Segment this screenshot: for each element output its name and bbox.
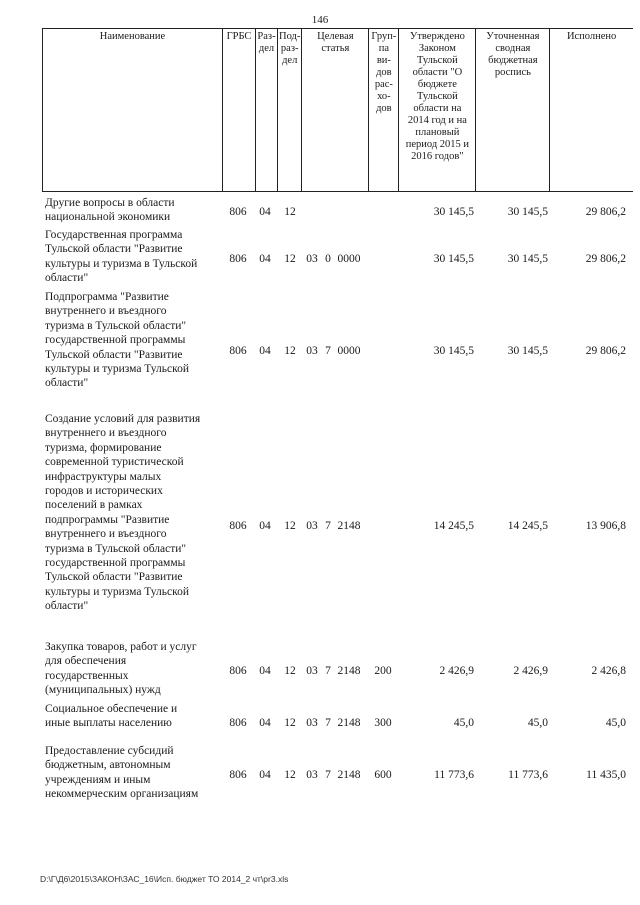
budget-table-body: [42, 196, 632, 806]
utverzhdeno-value: 45,0: [453, 716, 474, 729]
celevaya-statya-program: 03: [306, 519, 318, 532]
celevaya-statya-program: 03: [306, 768, 318, 781]
razdel-cell: 04: [259, 205, 271, 218]
celevaya-statya-program: 03: [306, 664, 318, 677]
podrazdel-cell: 12: [284, 768, 296, 781]
row-name: Подпрограмма "Развитие внутреннего и въездного туризма в Тульской области" государственной программы Тульской области "Развитие культуры и туризма Тульской области": [45, 291, 189, 390]
podrazdel-cell: 12: [284, 252, 296, 265]
podrazdel-cell: 12: [284, 205, 296, 218]
celevaya-statya-code: 2148: [337, 664, 361, 677]
grbs-cell: 806: [229, 716, 247, 729]
header-grbs: ГРБС: [223, 29, 256, 192]
header-utverzhdeno: Утверждено Законом Тульской области "О бюджете Тульской области на 2014 год и на плановый период 2015 и 2016 годов": [399, 29, 476, 192]
row-name: Государственная программа Тульской области "Развитие культуры и туризма в Тульской области": [45, 229, 198, 285]
ispolneno-value: 29 806,2: [585, 344, 626, 357]
table-row: [42, 228, 632, 290]
header-utochnennaya-rospis: Уточненная сводная бюджетная роспись: [476, 29, 550, 192]
utochnennaya-value: 30 145,5: [507, 252, 548, 265]
celevaya-statya-code: 0000: [337, 344, 361, 357]
grbs-cell: 806: [229, 664, 247, 677]
table-row: [42, 412, 632, 640]
ispolneno-value: 29 806,2: [585, 252, 626, 265]
celevaya-statya-code: 0000: [337, 252, 361, 265]
celevaya-statya-subprogram: 7: [325, 519, 331, 532]
footer-file-path: D:\Г\Д6\2015\ЗАКОН\ЗАС_16\Исп. бюджет ТО 2014_2 чт\pr3.xls: [40, 874, 289, 884]
table-row: [42, 640, 632, 702]
podrazdel-cell: 12: [284, 664, 296, 677]
utverzhdeno-value: 30 145,5: [433, 205, 474, 218]
header-ispolneno: Исполнено: [550, 29, 633, 192]
table-row: [42, 744, 632, 806]
razdel-cell: 04: [259, 664, 271, 677]
ispolneno-value: 2 426,8: [591, 664, 626, 677]
grbs-cell: 806: [229, 205, 247, 218]
budget-table-header: [42, 28, 633, 192]
razdel-cell: 04: [259, 519, 271, 532]
razdel-cell: 04: [259, 768, 271, 781]
grbs-cell: 806: [229, 768, 247, 781]
header-razdel: Раз- дел: [256, 29, 278, 192]
utochnennaya-value: 30 145,5: [507, 344, 548, 357]
ispolneno-value: 11 435,0: [586, 768, 626, 781]
ispolneno-value: 45,0: [605, 716, 626, 729]
celevaya-statya-code: 2148: [337, 519, 361, 532]
celevaya-statya-code: 2148: [337, 768, 361, 781]
utochnennaya-value: 14 245,5: [507, 519, 548, 532]
header-podrazdel: Под- раз- дел: [278, 29, 302, 192]
table-row: [42, 290, 632, 412]
celevaya-statya-subprogram: 0: [325, 252, 331, 265]
row-name: Предоставление субсидий бюджетным, автономным учреждениям и иным некоммерческим организациям: [45, 745, 199, 801]
celevaya-statya-subprogram: 7: [325, 716, 331, 729]
table-row: [42, 196, 632, 228]
utochnennaya-value: 45,0: [527, 716, 548, 729]
utverzhdeno-value: 2 426,9: [439, 664, 474, 677]
grbs-cell: 806: [229, 344, 247, 357]
razdel-cell: 04: [259, 344, 271, 357]
razdel-cell: 04: [259, 252, 271, 265]
gruppa-cell: 600: [374, 768, 392, 781]
row-name: Другие вопросы в области национальной экономики: [45, 197, 175, 224]
table-row: [42, 702, 632, 744]
utochnennaya-value: 30 145,5: [507, 205, 548, 218]
ispolneno-value: 13 906,8: [585, 519, 626, 532]
grbs-cell: 806: [229, 519, 247, 532]
celevaya-statya-subprogram: 7: [325, 768, 331, 781]
ispolneno-value: 29 806,2: [585, 205, 626, 218]
utochnennaya-value: 11 773,6: [508, 768, 548, 781]
podrazdel-cell: 12: [284, 344, 296, 357]
header-name: Наименование: [43, 29, 223, 192]
razdel-cell: 04: [259, 716, 271, 729]
utverzhdeno-value: 11 773,6: [434, 768, 474, 781]
row-name: Закупка товаров, работ и услуг для обеспечения государственных (муниципальных) нужд: [45, 641, 197, 697]
row-name: Создание условий для развития внутреннего и въездного туризма, формирование современной туристической инфраструктуры малых городов и исторических поселений в рамках подпрограммы "Развитие внутреннего и въездного туризма в Тульской области" государственной программы Тульской области "Развитие культуры и туризма Тульской области": [45, 413, 201, 613]
utverzhdeno-value: 30 145,5: [433, 252, 474, 265]
podrazdel-cell: 12: [284, 519, 296, 532]
gruppa-cell: 300: [374, 716, 392, 729]
gruppa-cell: 200: [374, 664, 392, 677]
utverzhdeno-value: 14 245,5: [433, 519, 474, 532]
page-number: 146: [311, 14, 329, 26]
header-celevaya-statya: Целевая статья: [302, 29, 369, 192]
celevaya-statya-program: 03: [306, 252, 318, 265]
celevaya-statya-subprogram: 7: [325, 664, 331, 677]
header-gruppa-vidov-rashodov: Груп- па ви- дов рас- хо- дов: [369, 29, 399, 192]
podrazdel-cell: 12: [284, 716, 296, 729]
utochnennaya-value: 2 426,9: [513, 664, 548, 677]
row-name: Социальное обеспечение и иные выплаты населению: [45, 703, 178, 730]
celevaya-statya-program: 03: [306, 344, 318, 357]
celevaya-statya-code: 2148: [337, 716, 361, 729]
celevaya-statya-subprogram: 7: [325, 344, 331, 357]
grbs-cell: 806: [229, 252, 247, 265]
utverzhdeno-value: 30 145,5: [433, 344, 474, 357]
celevaya-statya-program: 03: [306, 716, 318, 729]
